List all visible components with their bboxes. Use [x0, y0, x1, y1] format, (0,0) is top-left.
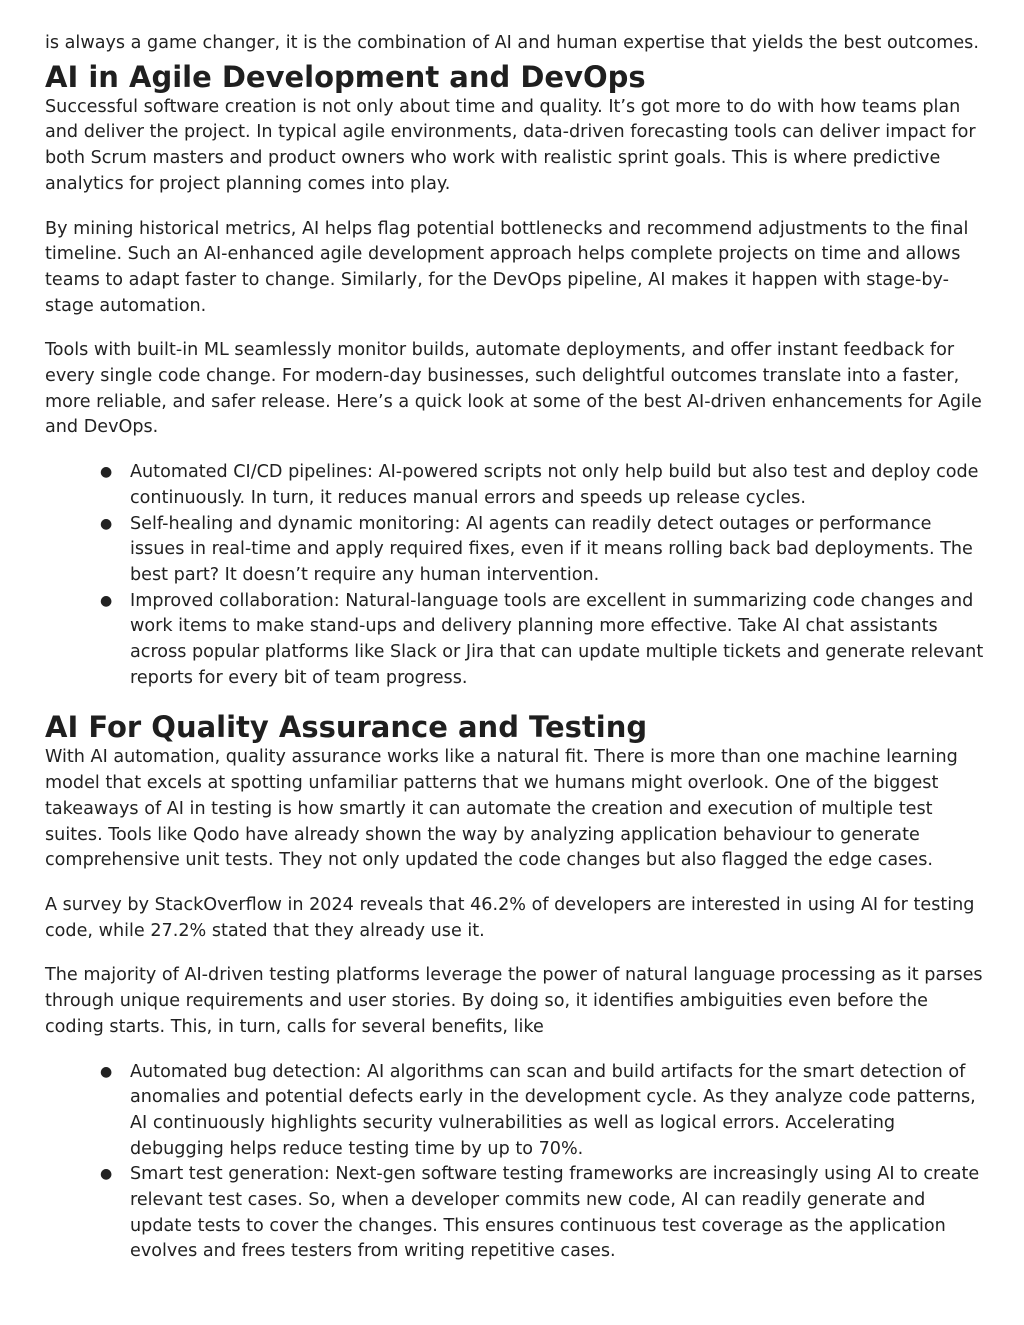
section-qa-testing [45, 709, 984, 1265]
list-item [100, 460, 984, 511]
paragraph: With AI automation, quality assurance works like a natural fit. There is more than one machine learning model that excels at spotting unfamiliar patterns that we humans might overlook. One of the biggest takeaways of AI in testing is how smartly it can automate the creation and execution of multiple test suites. Tools like Qodo have already shown the way by analyzing application behaviour to generate comprehensive unit tests. They not only updated the code changes but also flagged the edge cases. [45, 747, 958, 871]
paragraph: Tools with built-in ML seamlessly monitor builds, automate deployments, and offer instant feedback for every single code change. For modern-day businesses, such delightful outcomes translate into a faster, more reliable, and safer release. Here’s a quick look at some of the best AI-driven enhancements for Agile and DevOps. [45, 340, 982, 438]
list-item [100, 512, 984, 589]
list-item [100, 1060, 984, 1163]
list-item-text: Automated bug detection: AI algorithms can scan and build artifacts for the smart detection of anomalies and potential defects early in the development cycle. As they analyze code patterns, AI continuously highlights security vulnerabilities as well as logical errors. Accelerating debugging helps reduce testing time by up to 70%. [130, 1061, 976, 1159]
paragraph: The majority of AI-driven testing platforms leverage the power of natural language processing as it parses through unique requirements and user stories. By doing so, it identifies ambiguities even before the coding starts. This, in turn, calls for several benefits, like [45, 965, 983, 1037]
bullet-icon: ● [100, 592, 113, 609]
section-agile-devops [45, 59, 984, 692]
bullet-list-agile-devops [45, 460, 984, 691]
list-item [100, 1162, 984, 1265]
list-item-text: Smart test generation: Next-gen software testing frameworks are increasingly using AI to create relevant test cases. So, when a developer commits new code, AI can readily generate and update tests to cover the changes. This ensures continuous test coverage as the application evolves and frees testers from writing repetitive cases. [130, 1164, 980, 1262]
intro-paragraph: is always a game changer, it is the combination of AI and human expertise that yields the best outcomes. [45, 33, 979, 53]
list-item [100, 589, 984, 692]
bullet-icon: ● [100, 1063, 113, 1080]
section-heading-qa-testing: AI For Quality Assurance and Testing [45, 710, 648, 745]
paragraph: By mining historical metrics, AI helps flag potential bottlenecks and recommend adjustments to the final timeline. Such an AI-enhanced agile development approach helps complete projects on time and allows teams to adapt faster to change. Similarly, for the DevOps pipeline, AI makes it happen with stage-by-stage automation. [45, 218, 969, 316]
bullet-icon: ● [100, 1166, 113, 1183]
bullet-list-qa-testing [45, 1060, 984, 1266]
list-item-text: Improved collaboration: Natural-language tools are excellent in summarizing code changes and work items to make stand-ups and delivery planning more effective. Take AI chat assistants across popular platforms like Slack or Jira that can update multiple tickets and generate relevant reports for every bit of team progress. [130, 590, 984, 688]
section-heading-agile-devops: AI in Agile Development and DevOps [45, 59, 646, 94]
paragraph: A survey by StackOverflow in 2024 reveals that 46.2% of developers are interested in using AI for testing code, while 27.2% stated that they already use it. [45, 894, 975, 941]
list-item-text: Automated CI/CD pipelines: AI-powered scripts not only help build but also test and deploy code continuously. In turn, it reduces manual errors and speeds up release cycles. [130, 462, 979, 508]
list-item-text: Self-healing and dynamic monitoring: AI agents can readily detect outages or performance issues in real-time and apply required fixes, even if it means rolling back bad deployments. The best part? It doesn’t require any human intervention. [130, 513, 973, 585]
paragraph: Successful software creation is not only about time and quality. It’s got more to do with how teams plan and deliver the project. In typical agile environments, data-driven forecasting tools can deliver impact for both Scrum masters and product owners who work with realistic sprint goals. This is where predictive analytics for project planning comes into play. [45, 96, 976, 194]
bullet-icon: ● [100, 464, 113, 481]
bullet-icon: ● [100, 515, 113, 532]
